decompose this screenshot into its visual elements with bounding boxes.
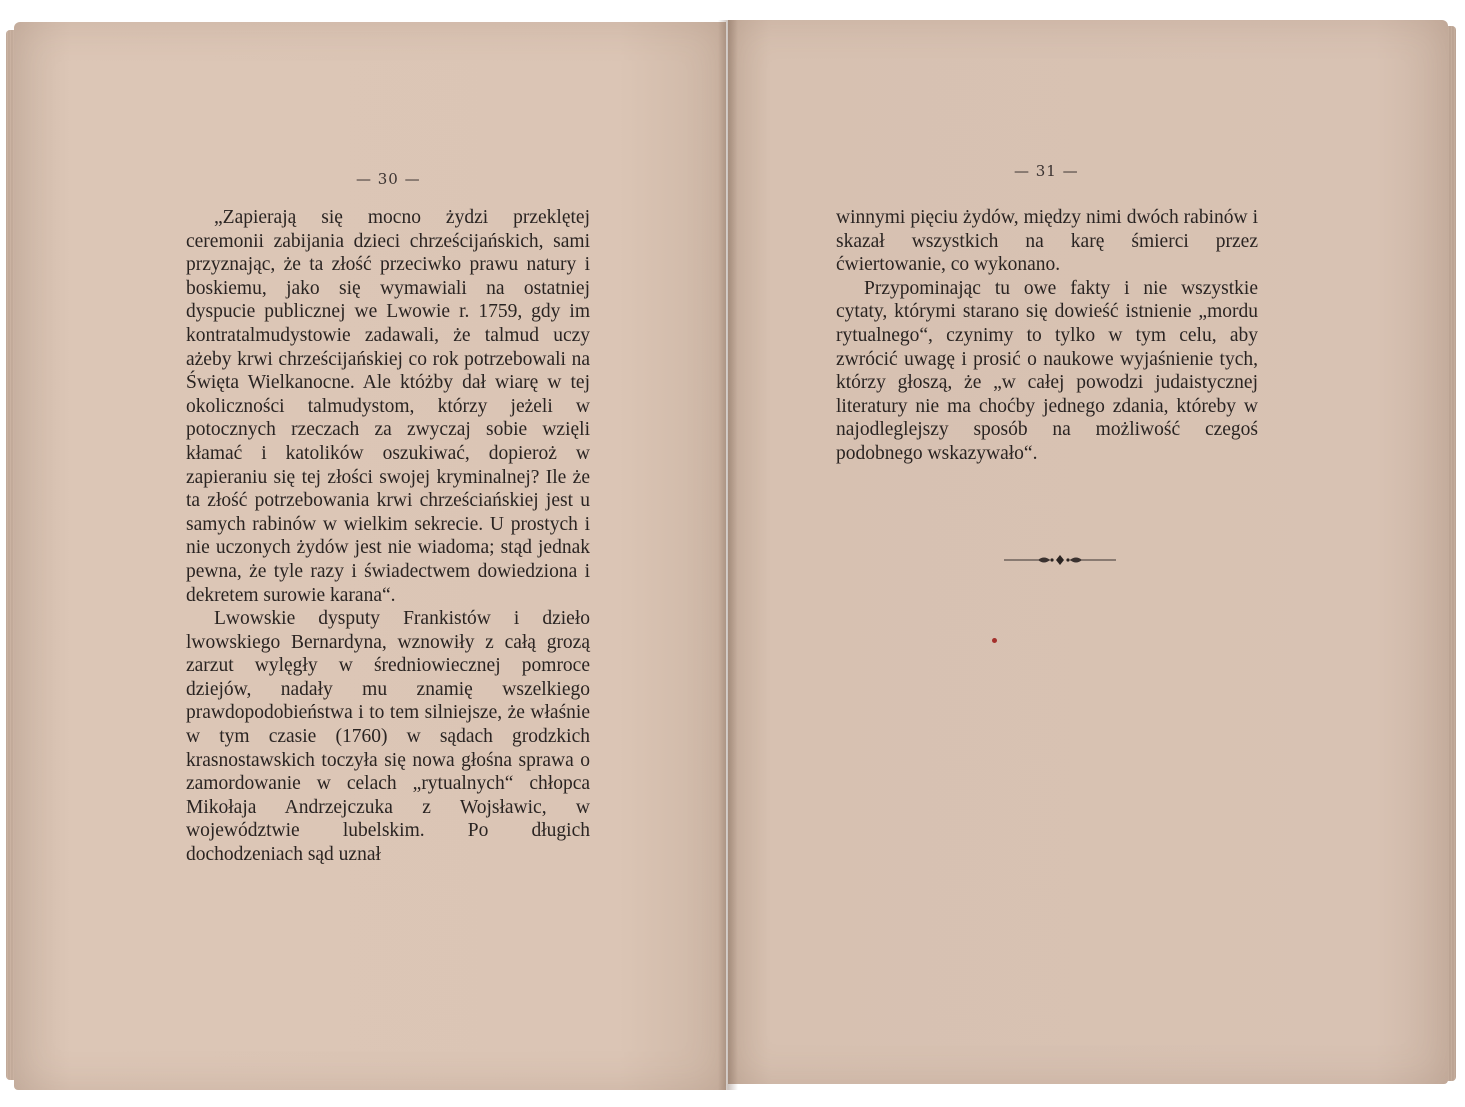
left-page-number: — 30 — (356, 170, 421, 188)
left-paragraph-2: Lwowskie dysputy Frankistów i dzieło lwowskiego Bernardyna, wznowiły z całą grozą zarzut wylęgły w średniowiecznej pomroce dziejów, nadały mu znamię wszelkiego prawdopodobieństwa i to tem silniejsze, że właśnie w tym czasie (1760) w sądach grodzkich krasnostawskich toczyła się nowa głośna sprawa o zamordowanie w celach „rytualnych“ chłopca Mikołaja Andrzejczuka z Wojsławic, w województwie lubelskim. Po długich dochodzeniach sąd uznał (186, 608, 590, 866)
left-page-text (186, 206, 590, 867)
right-page-text (836, 206, 1258, 466)
left-paragraph-1: „Zapierają się mocno żydzi przeklętej ceremonii zabijania dzieci chrześcijańskich, sami przyznając, że ta złość przeciwko prawu natury i boskiemu, jako się wymawiali na ostatniej dyspucie publicznej we Lwowie r. 1759, gdy im kontratalmudystowie zadawali, że talmud uczy ażeby krwi chrześcijańskiej co rok potrzebowali na Święta Wielkanocne. Ale któżby dał wiarę w tej okoliczności talmudystom, którzy jeżeli w potocznych rzeczach za zwyczaj sobie wzięli kłamać i katolików oszukiwać, dopieroż w zapieraniu się tej złości swojej kryminalnej? Ile że ta złość potrzebowania krwi chrześciańskiej jest u samych rabinów w wielkim sekrecie. U prostych i nie uczonych żydów jest nie wiadoma; stąd jednak pewna, że tyle razy i świadectwem dowiedziona i dekretem surowie karana“. (186, 207, 590, 606)
tailpiece-ornament-icon (1004, 552, 1116, 568)
right-paragraph-1: winnymi pięciu żydów, między nimi dwóch rabinów i skazał wszystkich na karę śmierci przez ćwiertowanie, co wykonano. (836, 207, 1258, 276)
red-ink-mark (992, 638, 997, 643)
right-page-number: — 31 — (1014, 162, 1079, 180)
book-gutter (718, 20, 738, 1090)
right-paragraph-2: Przypominając tu owe fakty i nie wszystkie cytaty, którymi starano się dowieść istnienie „mordu rytualnego“, czynimy to tylko w tym celu, aby zwrócić uwagę i prosić o naukowe wyjaśnienie tych, którzy głoszą, że „w całej powodzi judaistycznej literatury nie ma choćby jednego zdania, któreby w najodleglejszy sposób na możliwość czegoś podobnego wskazywało“. (836, 277, 1258, 464)
